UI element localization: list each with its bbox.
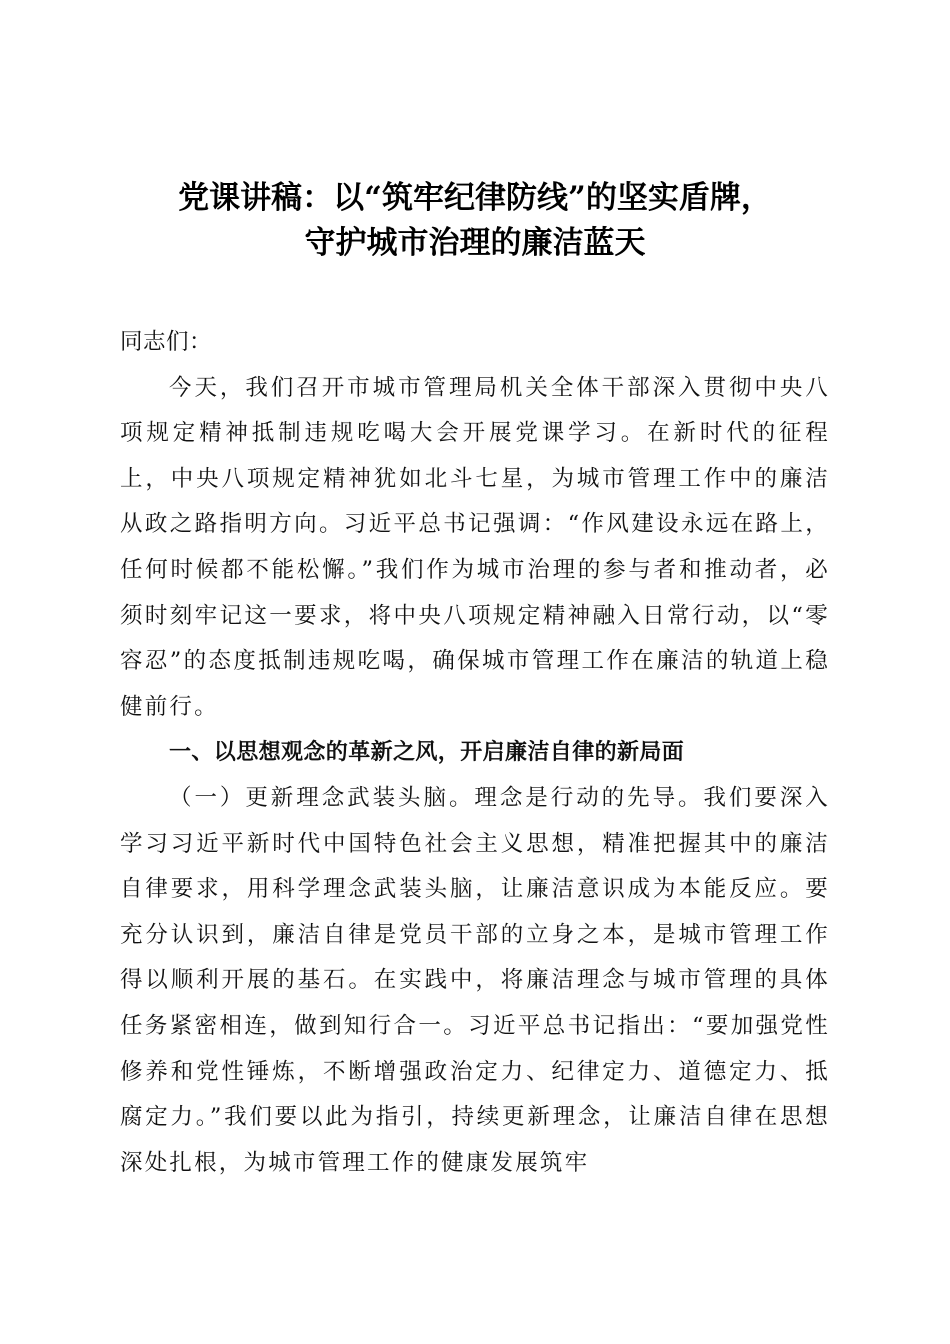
section-1-sub-1-text: 理念是行动的先导。我们要深入学习习近平新时代中国特色社会主义思想，精准把握其中的廉洁自律要求，用科学理念武装头脑，让廉洁意识成为本能反应。要充分认识到，廉洁自律是党员干部的立身之本，是城市管理工作得以顺利开展的基石。在实践中，将廉洁理念与城市管理的具体任务紧密相连，做到知行合一。习近平总书记指出：“要加强党性修养和党性锤炼，不断增强政治定力、纪律定力、道德定力、抵腐定力。”我们要以此为指引，持续更新理念，让廉洁自律在思想深处扎根，为城市管理工作的健康发展筑牢 [120,784,830,1176]
section-1-heading: 一、以思想观念的革新之风，开启廉洁自律的新局面 [169,740,685,766]
document-title-line-1: 党课讲稿：以“筑牢纪律防线”的坚实盾牌， [178,180,772,216]
salutation: 同志们： [120,329,213,355]
document-body [120,320,830,1186]
section-1-sub-1-label: （一）更新理念武装头脑。 [169,784,475,811]
intro-paragraph: 今天，我们召开市城市管理局机关全体干部深入贯彻中央八项规定精神抵制违规吃喝大会开展党课学习。在新时代的征程上，中央八项规定精神犹如北斗七星，为城市管理工作中的廉洁从政之路指明方向。习近平总书记强调：“作风建设永远在路上，任何时候都不能松懈。”我们作为城市治理的参与者和推动者，必须时刻牢记这一要求，将中央八项规定精神融入日常行动，以“零容忍”的态度抵制违规吃喝，确保城市管理工作在廉洁的轨道上稳健前行。 [120,374,830,720]
section-1-sub-1-paragraph [120,776,830,1186]
document-title-line-2: 守护城市治理的廉洁蓝天 [304,225,646,261]
